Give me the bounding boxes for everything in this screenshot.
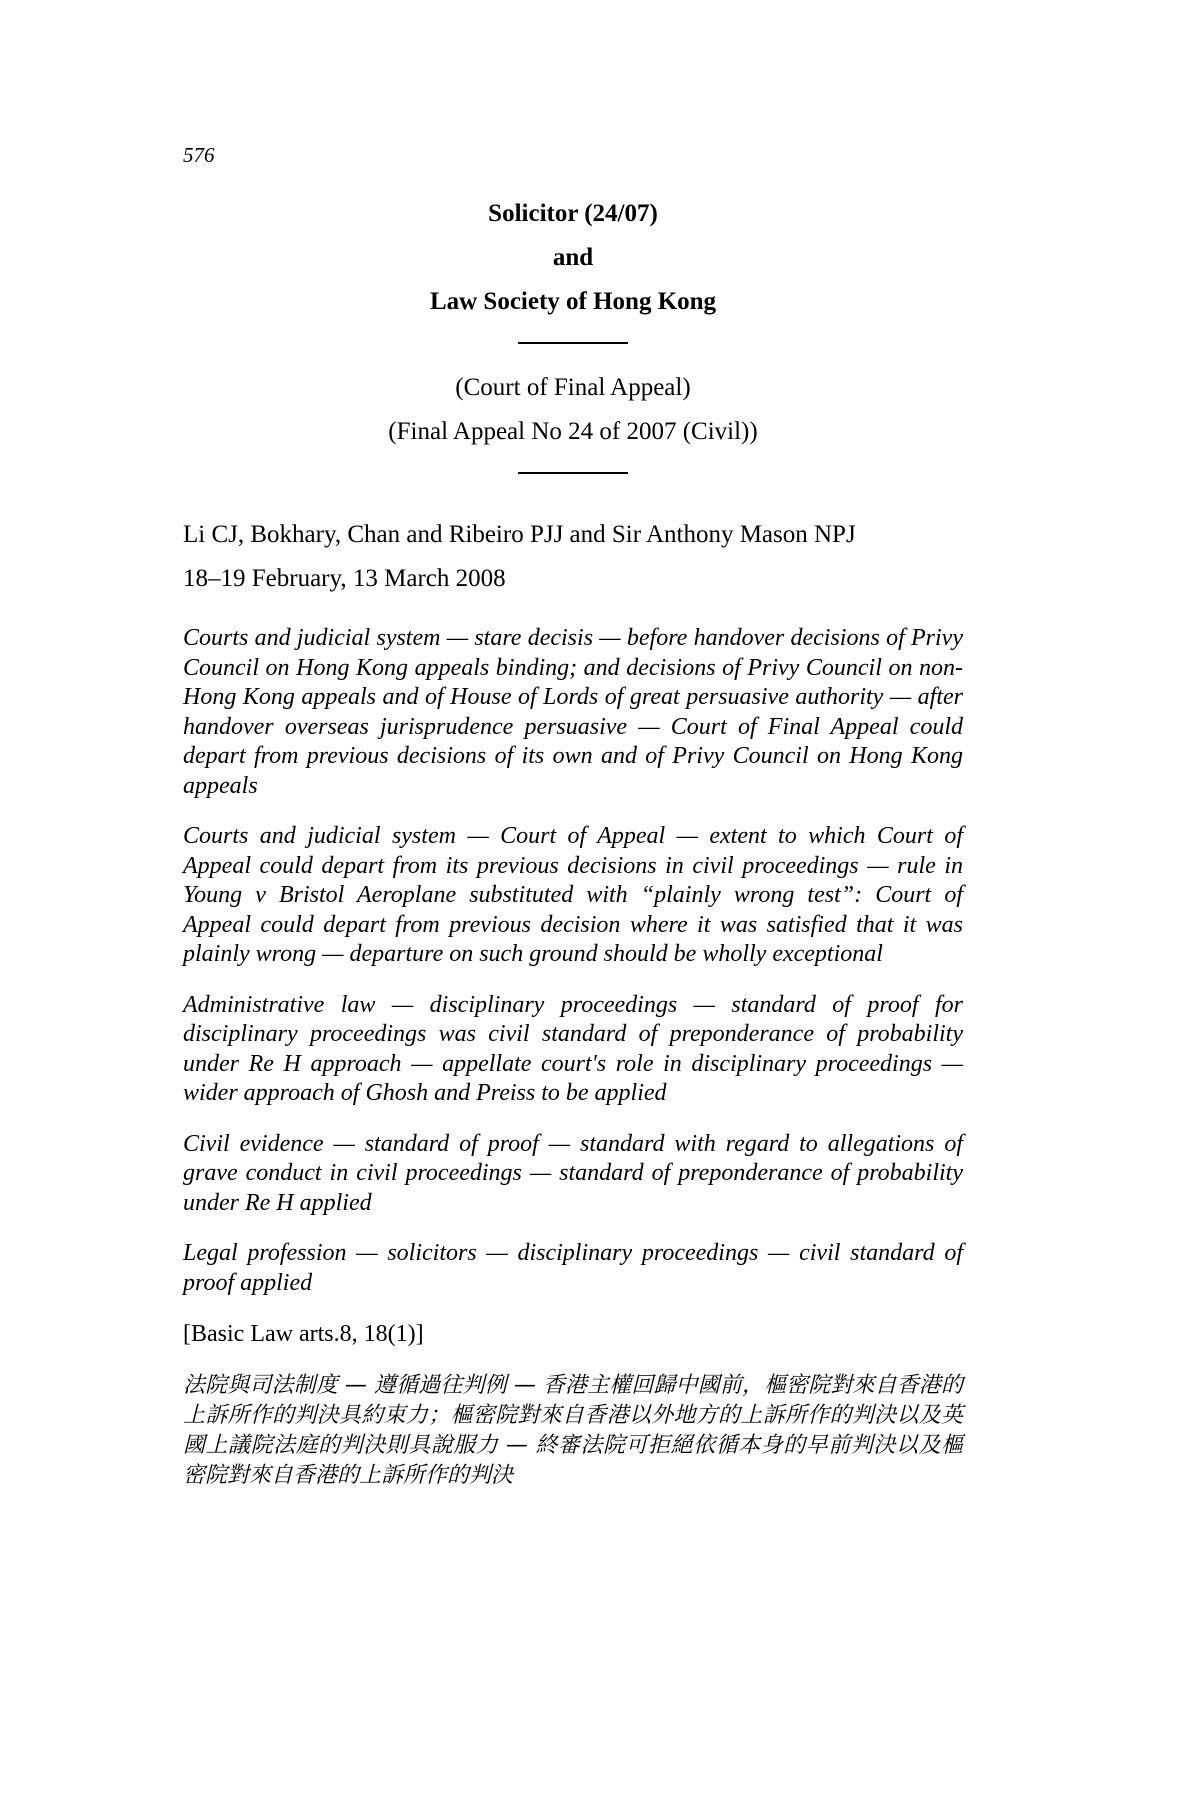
appeal-number: (Final Appeal No 24 of 2007 (Civil)) (388, 418, 758, 445)
party-2: Law Society of Hong Kong (429, 288, 717, 315)
case-header (183, 192, 963, 496)
catchword-legal-profession: Legal profession — solicitors — disciplinary proceedings — civil standard of proof applied (183, 1240, 963, 1296)
catchword-civil-evidence: Civil evidence — standard of proof — standard with regard to allegations of grave conduct in civil proceedings — standard of preponderance of probability under Re H applied (183, 1130, 963, 1216)
conjunction: and (552, 244, 594, 271)
case-meta (183, 513, 963, 601)
page-number: 576 (183, 143, 215, 167)
party-1: Solicitor (24/07) (488, 200, 658, 227)
catchwords-section (183, 624, 963, 1491)
hearing-dates: 18–19 February, 13 March 2008 (183, 565, 506, 592)
divider-bottom (518, 472, 628, 474)
statute-reference: [Basic Law arts.8, 18(1)] (183, 1321, 424, 1347)
chinese-catchword: 法院與司法制度 — 遵循過往判例 — 香港主權回歸中國前，樞密院對來自香港的上訴所作的判決具約束力；樞密院對來自香港以外地方的上訴所作的判決以及英國上議院法庭的判決則具說服力 — 終審法院可拒絕依循本身的早前判決以及樞密院對來自香港的上訴所作的判決 (183, 1373, 963, 1488)
court-name: (Court of Final Appeal) (455, 374, 691, 401)
catchword-court-of-appeal: Courts and judicial system — Court of Appeal — extent to which Court of Appeal could depart from its previous decisions in civil proceedings — rule in Young v Bristol Aeroplane substituted with “plainly wrong test”: Court of Appeal could depart from previous decision where it was satisfied that it was plainly wrong — departure on such ground should be wholly exceptional (183, 823, 963, 967)
catchword-administrative-law: Administrative law — disciplinary proceedings — standard of proof for disciplinary proceedings was civil standard of preponderance of probability under Re H approach — appellate court's role in disciplinary proceedings — wider approach of Ghosh and Preiss to be applied (183, 991, 963, 1106)
divider-top (518, 342, 628, 344)
judges: Li CJ, Bokhary, Chan and Ribeiro PJJ and Sir Anthony Mason NPJ (183, 521, 856, 548)
catchword-stare-decisis: Courts and judicial system — stare decisis — before handover decisions of Privy Council on Hong Kong appeals binding; and decisions of Privy Council on non-Hong Kong appeals and of House of Lords of great persuasive authority — after handover overseas jurisprudence persuasive — Court of Final Appeal could depart from previous decisions of its own and of Privy Council on Hong Kong appeals (183, 625, 963, 799)
